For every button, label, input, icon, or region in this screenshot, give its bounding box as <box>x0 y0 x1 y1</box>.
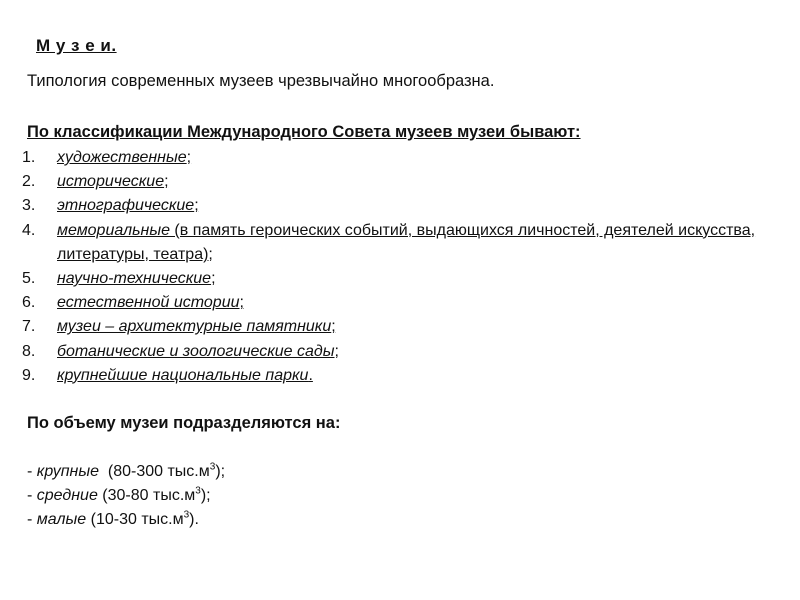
item-detail: ; <box>334 342 339 360</box>
list-item <box>0 194 780 218</box>
size-value: (80-300 тыс.м <box>98 463 210 480</box>
size-value: (30-80 тыс.м <box>97 487 196 505</box>
size-label: малые <box>36 511 87 529</box>
item-type: этнографические <box>57 197 195 215</box>
item-detail: ; <box>331 318 336 336</box>
item-number: 8. <box>22 342 36 360</box>
size-dash: - <box>27 511 37 529</box>
size-value: (10-30 тыс.м <box>86 511 184 529</box>
list-item <box>0 315 780 339</box>
item-detail: ; <box>194 197 199 215</box>
item-number: 4. <box>22 221 36 239</box>
list-item <box>0 340 780 364</box>
list-item <box>0 146 780 170</box>
item-detail: . <box>308 366 313 384</box>
list-item <box>0 219 780 267</box>
item-number: 7. <box>22 318 36 336</box>
item-detail: ; <box>186 149 192 166</box>
item-number: 6. <box>22 294 36 312</box>
classification-heading: По классификации Международного Совета музеев музеи бывают: <box>27 123 581 141</box>
item-type: крупнейшие национальные парки <box>57 366 309 384</box>
item-number: 3. <box>22 197 36 215</box>
item-detail: ; <box>164 173 169 191</box>
item-detail: (в память героических событий, выдающихся личностей, деятелей искусства, литературы, театра); <box>57 221 756 263</box>
item-type: мемориальные <box>57 221 170 239</box>
size-item <box>27 508 225 532</box>
size-exponent: 3 <box>195 485 201 497</box>
size-list <box>27 460 225 533</box>
item-detail: ; <box>211 270 216 288</box>
item-number: 5. <box>22 270 36 288</box>
museum-types-list <box>0 146 780 388</box>
item-type: научно-технические <box>57 270 212 288</box>
item-type: музеи – архитектурные памятники <box>57 318 332 336</box>
list-item <box>0 364 780 388</box>
volume-heading: По объему музеи подразделяются на: <box>27 414 341 432</box>
size-end: ); <box>200 487 211 505</box>
page-title: М у з е и. <box>36 36 117 55</box>
size-item <box>27 460 225 484</box>
item-type: художественные <box>57 149 187 166</box>
size-end: ); <box>215 463 226 480</box>
list-item <box>0 170 780 194</box>
intro-text: Типология современных музеев чрезвычайно многообразна. <box>27 72 495 90</box>
item-type: ботанические и зоологические сады <box>57 342 335 360</box>
size-label: крупные <box>36 463 99 480</box>
item-detail: ; <box>239 294 244 312</box>
list-item <box>0 267 780 291</box>
size-dash: - <box>27 487 37 505</box>
size-exponent: 3 <box>209 461 216 473</box>
size-dash: - <box>27 463 37 480</box>
item-type: исторические <box>57 173 165 191</box>
size-end: ). <box>189 511 199 529</box>
list-item <box>0 291 780 315</box>
item-number: 2. <box>22 173 36 191</box>
item-number: 1. <box>22 149 36 166</box>
item-number: 9. <box>22 366 36 384</box>
size-exponent: 3 <box>183 510 190 522</box>
size-label: средние <box>36 487 98 505</box>
item-type: естественной истории <box>57 294 240 312</box>
size-item <box>27 484 225 508</box>
